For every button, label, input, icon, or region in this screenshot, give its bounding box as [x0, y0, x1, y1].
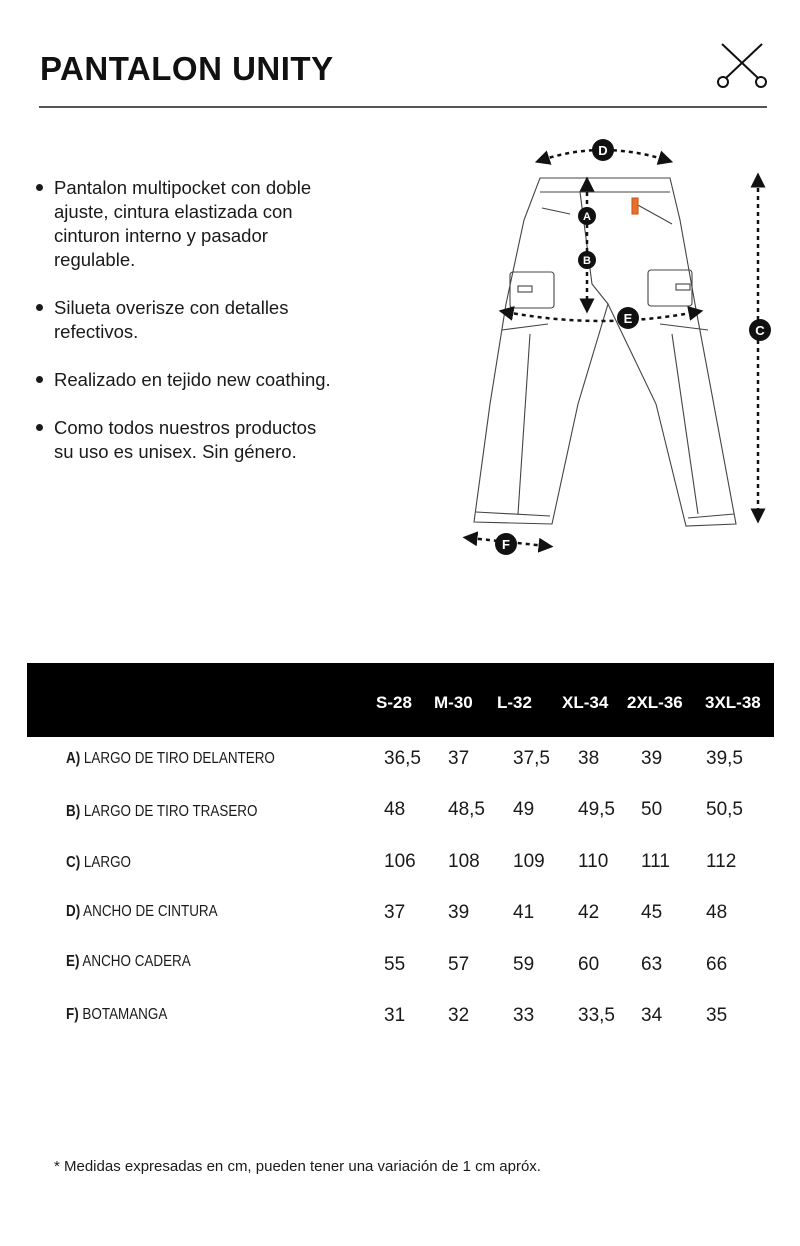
svg-text:F: F	[502, 537, 510, 552]
table-cell: 112	[706, 851, 737, 872]
table-cell: 39	[448, 902, 470, 923]
size-column-header: 2XL-36	[627, 693, 683, 712]
table-cell: 66	[706, 954, 728, 975]
svg-text:A: A	[583, 211, 591, 223]
table-cell: 41	[513, 902, 535, 923]
scissors-icon	[714, 40, 770, 90]
table-cell: 37,5	[513, 748, 550, 769]
table-cell: 32	[448, 1005, 470, 1026]
table-cell: 49,5	[578, 799, 615, 820]
table-cell: 31	[384, 1005, 406, 1026]
table-cell: 33,5	[578, 1005, 615, 1026]
svg-text:E: E	[623, 311, 633, 326]
table-cell: 109	[513, 851, 545, 872]
table-cell: 49	[513, 799, 535, 820]
table-cell: 48,5	[448, 799, 485, 820]
pants-measurement-diagram	[460, 134, 780, 564]
table-cell: 35	[706, 1005, 728, 1026]
table-cell: 50	[641, 799, 663, 820]
description-list	[36, 176, 336, 488]
page-title: PANTALON UNITY	[40, 50, 334, 87]
size-column-header: S-28	[376, 693, 412, 712]
pants-illustration	[474, 178, 736, 526]
size-column-header: XL-34	[562, 693, 609, 712]
table-cell: 37	[384, 902, 406, 923]
table-cell: 34	[641, 1005, 663, 1026]
table-row-label: A) LARGO DE TIRO DELANTERO	[66, 750, 275, 767]
header-divider	[39, 106, 767, 108]
table-cell: 57	[448, 954, 470, 975]
table-cell: 55	[384, 954, 406, 975]
svg-text:D: D	[598, 143, 608, 158]
table-row-label: B) LARGO DE TIRO TRASERO	[66, 803, 258, 820]
description-bullet: Pantalon multipocket con doble ajuste, cintura elastizada con cinturon interno y pasador regulable.	[36, 176, 336, 272]
table-row-label: F) BOTAMANGA	[66, 1006, 168, 1023]
table-cell: 110	[578, 851, 609, 872]
description-bullet: Realizado en tejido new coathing.	[36, 368, 336, 392]
table-row-label: C) LARGO	[66, 854, 131, 871]
table-cell: 48	[706, 902, 728, 923]
table-cell: 45	[641, 902, 663, 923]
table-cell: 50,5	[706, 799, 743, 820]
table-row-label: E) ANCHO CADERA	[66, 953, 191, 970]
table-cell: 42	[578, 902, 600, 923]
table-cell: 48	[384, 799, 406, 820]
table-cell: 106	[384, 851, 416, 872]
svg-text:C: C	[755, 323, 765, 338]
description-bullet: Silueta overisze con detalles refectivos.	[36, 296, 336, 344]
footnote: * Medidas expresadas en cm, pueden tener una variación de 1 cm apróx.	[54, 1158, 541, 1175]
table-cell: 111	[641, 851, 670, 872]
table-cell: 108	[448, 851, 480, 872]
table-cell: 33	[513, 1005, 535, 1026]
table-cell: 37	[448, 748, 470, 769]
size-column-header: L-32	[497, 693, 532, 712]
description-bullet: Como todos nuestros productos su uso es unisex. Sin género.	[36, 416, 336, 464]
table-cell: 63	[641, 954, 663, 975]
svg-text:B: B	[583, 255, 591, 267]
size-column-header: 3XL-38	[705, 693, 761, 712]
table-cell: 36,5	[384, 748, 421, 769]
table-cell: 39,5	[706, 748, 743, 769]
table-row-label: D) ANCHO DE CINTURA	[66, 903, 218, 920]
table-cell: 59	[513, 954, 535, 975]
table-cell: 39	[641, 748, 663, 769]
size-column-header: M-30	[434, 693, 473, 712]
table-cell: 60	[578, 954, 600, 975]
table-cell: 38	[578, 748, 600, 769]
